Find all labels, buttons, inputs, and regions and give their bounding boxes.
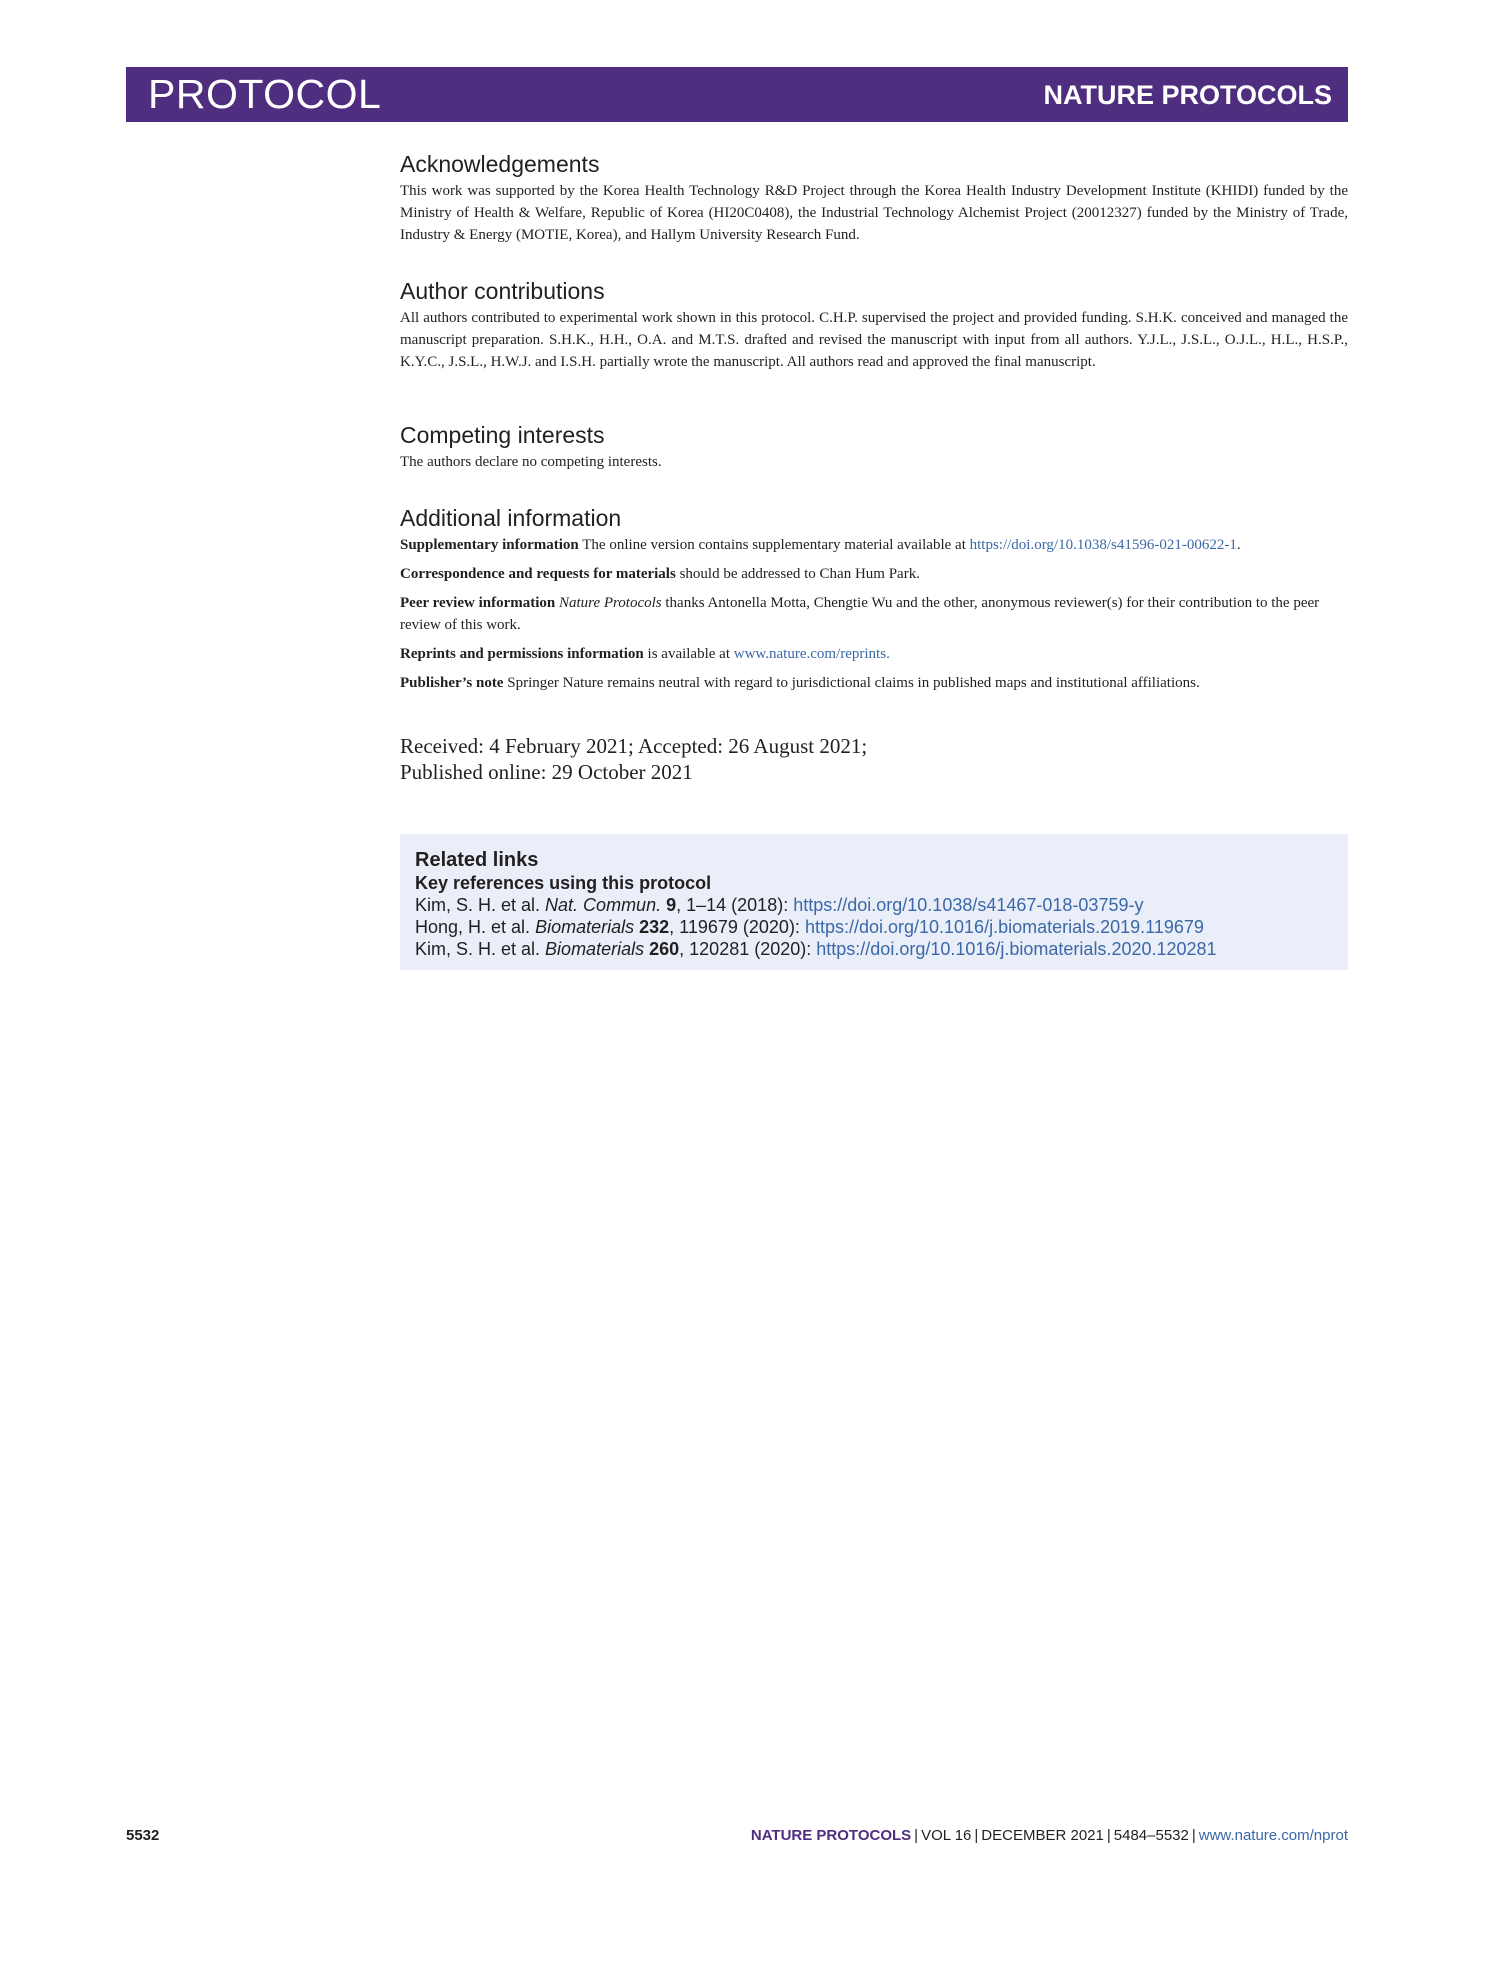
reference-authors: Hong, H. et al. <box>415 917 536 937</box>
footer-citation <box>751 1827 1348 1844</box>
reference-pages: , 119679 (2020): <box>669 917 805 937</box>
footer-issue: DECEMBER 2021 <box>981 1827 1104 1844</box>
reference-volume: 260 <box>649 939 680 959</box>
supplementary-text: The online version contains supplementary material available at <box>578 537 970 553</box>
reference-journal: Nat. Commun. <box>545 895 662 915</box>
published-online-date: Published online: 29 October 2021 <box>400 760 693 784</box>
author-contributions-heading: Author contributions <box>400 278 605 304</box>
reference-pages: , 1–14 (2018): <box>676 895 794 915</box>
reprints-link[interactable]: www.nature.com/reprints. <box>733 646 890 662</box>
reference-authors: Kim, S. H. et al. <box>415 939 546 959</box>
journal-name: NATURE PROTOCOLS <box>1043 80 1332 110</box>
competing-interests-text: The authors declare no competing interests. <box>400 454 662 470</box>
related-links-subtitle: Key references using this protocol <box>415 873 712 893</box>
additional-information-heading: Additional information <box>400 505 622 531</box>
supplementary-link[interactable]: https://doi.org/10.1038/s41596-021-00622-1 <box>969 537 1237 553</box>
header-bar <box>126 67 1348 122</box>
footer-separator: | <box>974 1827 979 1844</box>
footer-volume: VOL 16 <box>921 1827 972 1844</box>
reference-link[interactable]: https://doi.org/10.1038/s41467-018-03759-y <box>793 895 1144 915</box>
footer-separator: | <box>1106 1827 1111 1844</box>
footer-pages: 5484–5532 <box>1113 1827 1189 1844</box>
reprints-text: is available at <box>643 646 734 662</box>
reprints-information <box>400 643 1348 665</box>
acknowledgements-heading: Acknowledgements <box>400 151 600 177</box>
peer-review-information <box>400 592 1348 636</box>
peer-review-text: thanks Antonella Motta, Chengtie Wu and the other, anonymous reviewer(s) for their contribution to the peer review of this work. <box>400 595 1320 633</box>
author-contributions-text: All authors contributed to experimental work shown in this protocol. C.H.P. supervised the project and provided funding. S.H.K. conceived and managed the manuscript preparation. S.H.K., H.H., O.A. and M.T.S. drafted and revised the manuscript with input from all authors. Y.J.L., J.S.L., O.J.L., H.L., H.S.P., K.Y.C., J.S.L., H.W.J. and I.S.H. partially wrote the manuscript. All authors read and approved the final manuscript. <box>400 310 1348 370</box>
supplementary-label: Supplementary information <box>400 537 579 553</box>
page-number: 5532 <box>126 1827 160 1844</box>
footer-separator: | <box>1191 1827 1196 1844</box>
footer-separator: | <box>914 1827 919 1844</box>
publisher-note-text: Springer Nature remains neutral with regard to jurisdictional claims in published maps and institutional affiliations. <box>503 675 1200 691</box>
reference-item <box>415 938 1217 960</box>
correspondence-text: should be addressed to Chan Hum Park. <box>675 566 920 582</box>
peer-review-journal: Nature Protocols <box>558 595 662 611</box>
correspondence-label: Correspondence and requests for materials <box>400 566 676 582</box>
peer-review-label: Peer review information <box>400 595 556 611</box>
section-label: PROTOCOL <box>148 71 382 117</box>
acknowledgements-text: This work was supported by the Korea Health Technology R&D Project through the Korea Health Industry Development Institute (KHIDI) funded by the Ministry of Health & Welfare, Republic of Korea (HI20C0408), the Industrial Technology Alchemist Project (20012327) funded by the Ministry of Trade, Industry & Energy (MOTIE, Korea), and Hallym University Research Fund. <box>400 183 1348 243</box>
reference-journal: Biomaterials <box>535 917 635 937</box>
reprints-label: Reprints and permissions information <box>400 646 644 662</box>
author-contributions-section <box>400 277 1348 373</box>
reference-authors: Kim, S. H. et al. <box>415 895 546 915</box>
related-links-title: Related links <box>415 849 539 871</box>
supplementary-information <box>400 534 1348 556</box>
supplementary-end: . <box>1236 537 1241 553</box>
article-dates <box>400 733 1348 785</box>
reference-journal: Biomaterials <box>545 939 645 959</box>
footer-url[interactable]: www.nature.com/nprot <box>1198 1827 1348 1844</box>
additional-information-section <box>400 504 1348 694</box>
reference-item <box>415 894 1217 916</box>
publisher-note-label: Publisher’s note <box>400 675 504 691</box>
related-links-box <box>400 834 1348 970</box>
received-accepted-dates: Received: 4 February 2021; Accepted: 26 August 2021; <box>400 734 868 758</box>
reference-link[interactable]: https://doi.org/10.1016/j.biomaterials.2020.120281 <box>816 939 1217 959</box>
correspondence-information <box>400 563 1348 585</box>
reference-item <box>415 916 1217 938</box>
reference-pages: , 120281 (2020): <box>679 939 817 959</box>
competing-interests-section <box>400 421 1348 473</box>
reference-link[interactable]: https://doi.org/10.1016/j.biomaterials.2019.119679 <box>804 917 1204 937</box>
reference-volume: 232 <box>639 917 670 937</box>
reference-volume: 9 <box>666 895 677 915</box>
publisher-note <box>400 672 1348 694</box>
acknowledgements-section <box>400 150 1348 246</box>
footer-journal: NATURE PROTOCOLS <box>750 1827 912 1844</box>
competing-interests-heading: Competing interests <box>400 422 605 448</box>
